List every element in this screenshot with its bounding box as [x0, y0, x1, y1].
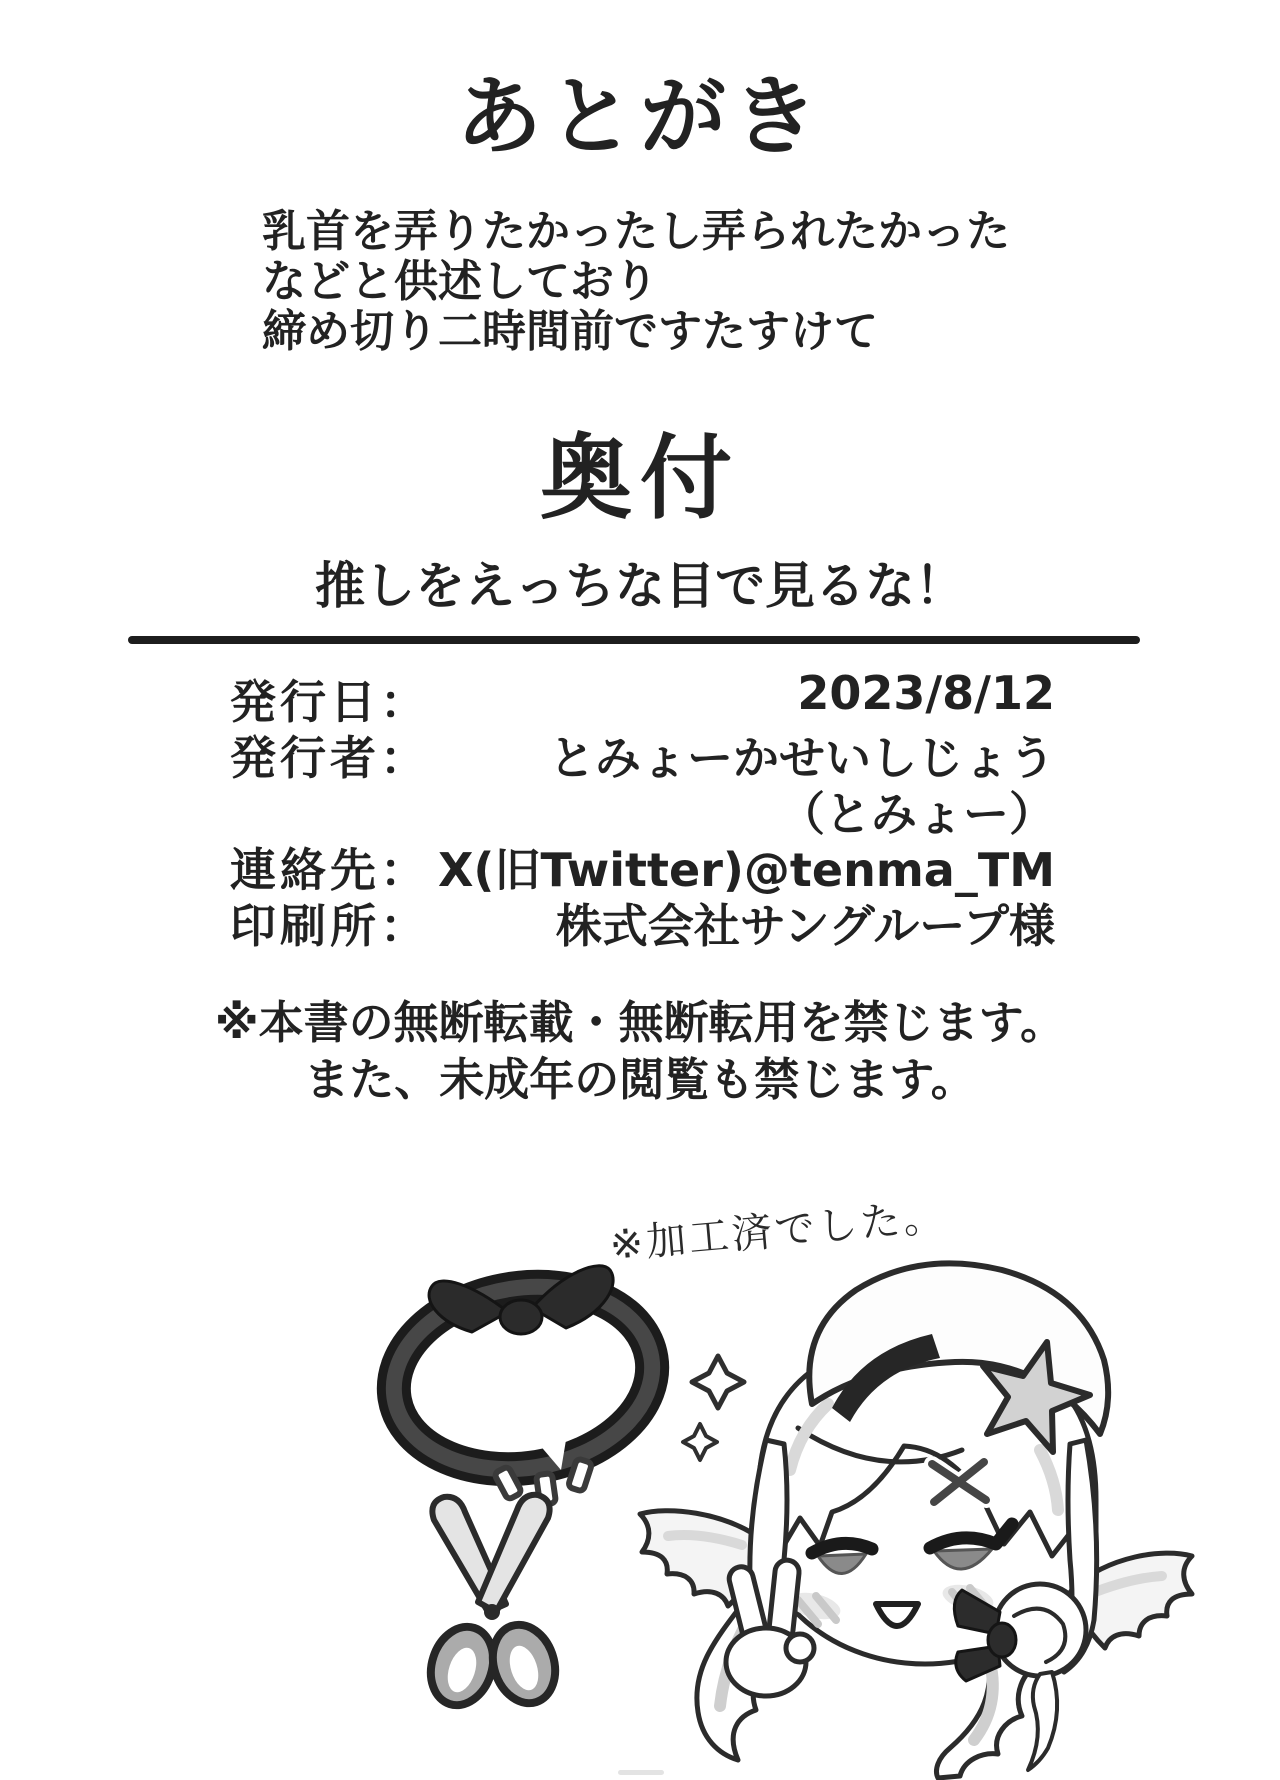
- row-value: とみょーかせいしじょう: [549, 731, 1055, 785]
- notice-line-2: また、未成年の閲覧も禁じます。: [304, 1053, 976, 1106]
- scissors-icon: [421, 1495, 565, 1714]
- afterword-line-2: などと供述しており: [262, 256, 658, 307]
- afterword-line-3: 締め切り二時間前ですたすけて: [262, 306, 878, 357]
- afterword-title: あとがき: [456, 67, 824, 167]
- row-value: 2023/8/12: [797, 666, 1055, 720]
- row-label: 印刷所：: [230, 899, 430, 953]
- handwritten-caption: ※加工済でした。: [607, 1193, 949, 1270]
- chibi-angel-girl: [640, 1263, 1192, 1778]
- colophon-subtitle: 推しをえっちな目で見るな！: [315, 557, 965, 615]
- page-edge-smudge: [618, 1770, 664, 1775]
- row-value: 株式会社サングループ様: [555, 899, 1055, 953]
- sparkles-icon: [683, 1356, 744, 1460]
- notice-line-1: ※本書の無断転載・無断転用を禁じます。: [214, 996, 1066, 1049]
- row-value: X(旧Twitter)@tenma_TM: [437, 843, 1055, 897]
- row-label: 連絡先：: [230, 843, 430, 897]
- row-label: 発行者：: [230, 731, 430, 785]
- afterword-line-1: 乳首を弄りたかったし弄られたかった: [262, 206, 1010, 257]
- colophon-title: 奥付: [539, 425, 740, 532]
- front-ribbon-tail: [1028, 1672, 1057, 1770]
- row-value: （とみょー）: [779, 787, 1055, 841]
- row-label: 発行日：: [230, 675, 430, 729]
